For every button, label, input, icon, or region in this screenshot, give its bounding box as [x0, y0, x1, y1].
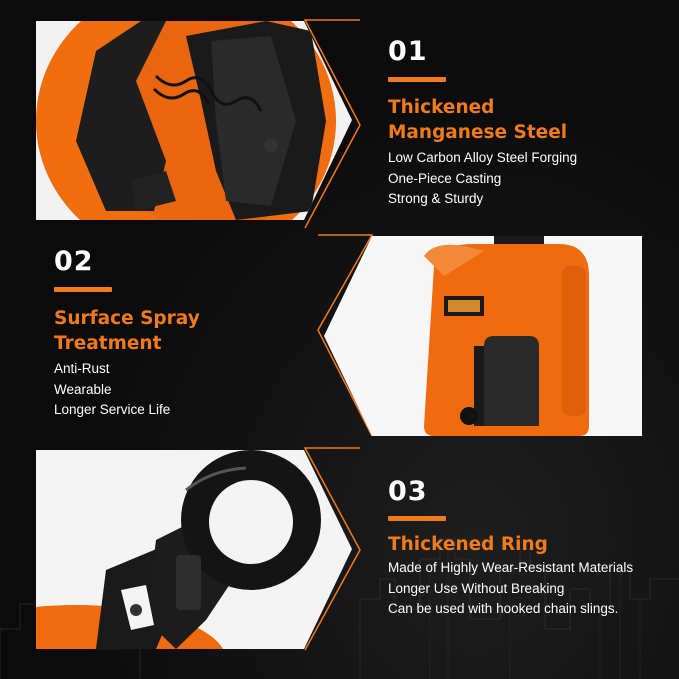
feature-title-3 [388, 532, 548, 557]
feature-title-1-line-1: Thickened [388, 97, 495, 118]
feature-details-3 [388, 558, 633, 620]
feature-title-2-line-2: Treatment [54, 333, 162, 354]
feature-number-3: 03 [388, 476, 428, 507]
thickened-ring-closeup-image [36, 450, 352, 649]
detail-item: Longer Use Without Breaking [388, 580, 565, 596]
clamp-product-image [324, 236, 642, 436]
detail-item: Can be used with hooked chain slings. [388, 601, 619, 616]
feature-title-2 [54, 306, 200, 356]
detail-item: Longer Service Life [54, 402, 171, 417]
detail-item: Wearable [54, 381, 112, 397]
feature-title-1 [388, 95, 567, 145]
feature-details-2 [54, 359, 170, 421]
feature-number-1: 01 [388, 36, 428, 67]
manganese-steel-closeup-image [36, 21, 352, 220]
feature-title-1-line-2: Manganese Steel [388, 122, 568, 143]
detail-item: Made of Highly Wear-Resistant Materials [388, 560, 634, 575]
detail-item: Anti-Rust [54, 361, 110, 376]
accent-bar-1 [388, 77, 446, 82]
feature-title-2-line-1: Surface Spray [54, 308, 200, 329]
detail-item: One-Piece Casting [388, 170, 502, 186]
accent-bar-2 [54, 287, 112, 292]
feature-title-3-line-1: Thickened Ring [388, 534, 548, 555]
feature-number-2: 02 [54, 246, 94, 277]
detail-item: Low Carbon Alloy Steel Forging [388, 150, 578, 165]
feature-details-1 [388, 148, 577, 210]
accent-bar-3 [388, 516, 446, 521]
detail-item: Strong & Sturdy [388, 191, 484, 206]
